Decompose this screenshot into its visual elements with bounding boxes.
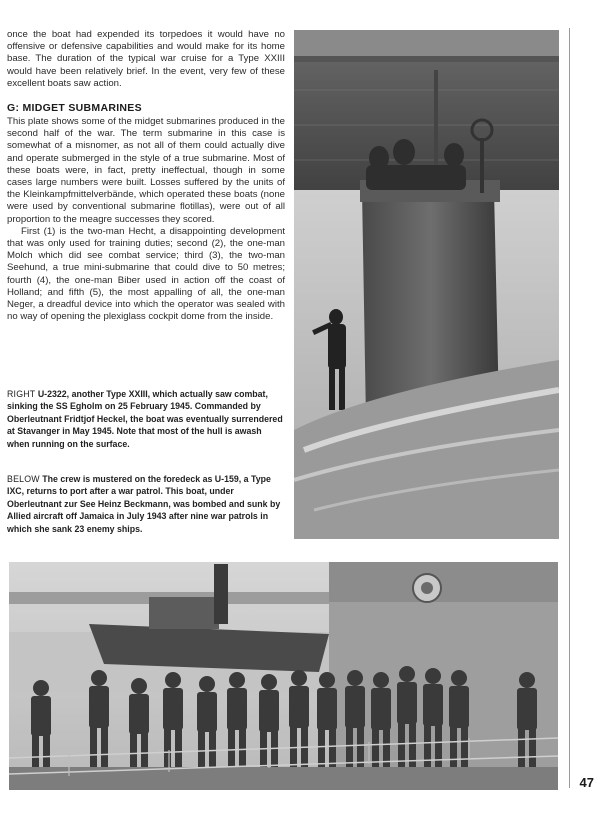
caption-below-lead: BELOW [7,474,40,484]
caption-right-lead: RIGHT [7,389,36,399]
section-paragraph-2: First (1) is the two-man Hecht, a disappointing development that was only used for training duties; second (2), the one-man Molch which did see combat service; third (3), the two-man Seehund, a true mini-submarine that could dive to 50 metres; fourth (4), the one-man Biber used in action off the coast of Holland; and fifth (5), the most appalling of all, the one-man Neger, a dreadful device into which the operator was sealed with no way of opening the plexiglass cockpit dome from the inside. [7,225,285,323]
crew-photo [9,562,558,790]
page-number: 47 [579,775,594,790]
section-heading: G: MIDGET SUBMARINES [7,102,142,115]
caption-below [7,473,285,535]
page-margin-rule [569,28,570,788]
left-text-column [7,29,285,323]
caption-right-text: U-2322, another Type XXIII, which actually saw combat, sinking the SS Egholm on 25 February 1945. Commanded by Oberleutnant Fridtjof Heckel, the boat was eventually surrendered at Stavanger in May 1945. Note that most of the hull is awash when running on the surface. [7,389,283,449]
caption-right [7,388,285,450]
intro-paragraph: once the boat had expended its torpedoes it would have no offensive or defensive capabilities and would make for its home base. The duration of the typical war cruise for a Type XXIII would have been relatively brief. In the event, very few of these excellent boats saw action. [7,29,285,89]
section-paragraph-1: This plate shows some of the midget submarines produced in the second half of the war. The term submarine in this case is somewhat of a misnomer, as not all of them could actually dive and operate submerged in the style of a true submarine. Most of these boats were, in fact, pretty ineffectual, though in some cases large numbers were built. Losses suffered by the units of the Kleinkampfmittelverbände, which operated these boats (none were used by conventional submarine flotillas), were out of all proportion to the meagre successes they scored. [7,116,285,225]
submarine-photo [294,30,559,539]
caption-below-text: The crew is mustered on the foredeck as U-159, a Type IXC, returns to port after a war patrol. This boat, under Oberleutnant zur See Heinz Beckmann, was bombed and sunk by Allied aircraft off Jamaica in July 1943 after nine war patrols in which she sank 23 enemy ships. [7,474,281,534]
